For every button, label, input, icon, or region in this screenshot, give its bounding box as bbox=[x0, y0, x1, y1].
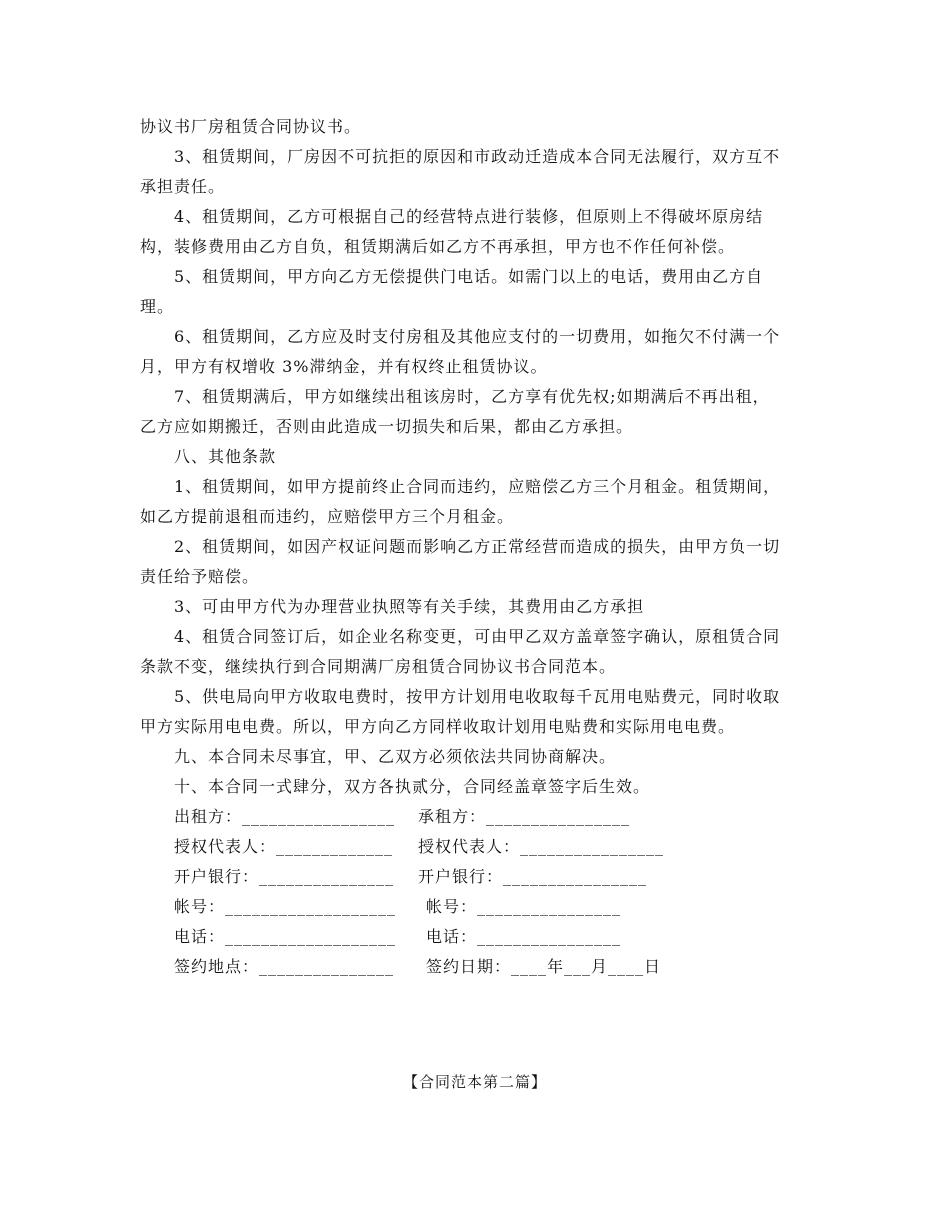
section-footer-title: 【合同范本第二篇】 bbox=[402, 1073, 547, 1091]
paragraph-line: 3、可由甲方代为办理营业执照等有关手续，其费用由乙方承担 bbox=[174, 597, 645, 616]
paragraph-line: 乙方应如期搬迁，否则由此造成一切损失和后果，都由乙方承担。 bbox=[140, 417, 634, 436]
paragraph-line: 3、租赁期间，厂房因不可抗拒的原因和市政动迁造成本合同无法履行，双方互不 bbox=[174, 147, 781, 166]
paragraph-line: 4、租赁合同签订后，如企业名称变更，可由甲乙双方盖章签字确认，原租赁合同 bbox=[174, 627, 781, 646]
signature-row bbox=[140, 802, 816, 832]
paragraph-line: 1、租赁期间，如甲方提前终止合同而违约，应赔偿乙方三个月租金。租赁期间， bbox=[174, 477, 781, 496]
signature-field-lessee: 开户银行：________________ bbox=[418, 867, 648, 886]
signature-row bbox=[140, 862, 816, 892]
contract-paragraphs bbox=[140, 112, 816, 802]
paragraph-line: 十、本合同一式肆分，双方各执贰分，合同经盖章签字后生效。 bbox=[174, 777, 651, 796]
signature-field-lessee: 帐号：________________ bbox=[426, 897, 622, 916]
signature-field-lessor: 签约地点：_______________ bbox=[174, 957, 395, 976]
paragraph-line: 责任给予赔偿。 bbox=[140, 567, 260, 586]
document-body bbox=[140, 112, 816, 982]
signature-field-lessor: 授权代表人：_____________ bbox=[174, 837, 394, 856]
signature-row bbox=[140, 922, 816, 952]
paragraph-line: 协议书厂房租赁合同协议书。 bbox=[140, 117, 362, 136]
paragraph-line: 5、租赁期间，甲方向乙方无偿提供门电话。如需门以上的电话，费用由乙方自 bbox=[174, 267, 764, 286]
paragraph-line: 九、本合同未尽事宜，甲、乙双方必须依法共同协商解决。 bbox=[174, 747, 617, 766]
signature-field-lessor: 开户银行：_______________ bbox=[174, 867, 395, 886]
paragraph-line: 甲方实际用电电费。所以，甲方向乙方同样收取计划用电贴费和实际用电电费。 bbox=[140, 717, 736, 736]
paragraph-line: 6、租赁期间，乙方应及时支付房租及其他应支付的一切费用，如拖欠不付满一个 bbox=[174, 327, 781, 346]
signature-field-lessee: 电话：________________ bbox=[426, 927, 622, 946]
paragraph-line: 7、租赁期满后，甲方如继续出租该房时，乙方享有优先权;如期满后不再出租， bbox=[174, 387, 770, 406]
signature-field-lessor: 帐号：___________________ bbox=[174, 897, 397, 916]
paragraph-line: 2、租赁期间，如因产权证问题而影响乙方正常经营而造成的损失，由甲方负一切 bbox=[174, 537, 781, 556]
paragraph-line: 承担责任。 bbox=[140, 177, 226, 196]
signature-field-lessee: 授权代表人：________________ bbox=[418, 837, 665, 856]
signature-field-lessee: 承租方：________________ bbox=[418, 807, 631, 826]
paragraph-line: 4、租赁期间，乙方可根据自己的经营特点进行装修，但原则上不得破坏原房结 bbox=[174, 207, 764, 226]
paragraph-line: 理。 bbox=[140, 297, 175, 316]
signature-field-lessor: 电话：___________________ bbox=[174, 927, 397, 946]
paragraph-line: 如乙方提前退租而违约，应赔偿甲方三个月租金。 bbox=[140, 507, 515, 526]
paragraph-line: 八、其他条款 bbox=[174, 447, 277, 466]
paragraph-line: 5、供电局向甲方收取电费时，按甲方计划用电收取每千瓦用电贴费元，同时收取 bbox=[174, 687, 781, 706]
signature-row bbox=[140, 952, 816, 982]
signature-row bbox=[140, 892, 816, 922]
paragraph-line: 月，甲方有权增收 3%滞纳金，并有权终止租赁协议。 bbox=[140, 357, 548, 376]
signature-field-lessor: 出租方：_________________ bbox=[174, 807, 396, 826]
paragraph-line: 条款不变，继续执行到合同期满厂房租赁合同协议书合同范本。 bbox=[140, 657, 617, 676]
signature-row bbox=[140, 832, 816, 862]
paragraph-line: 构，装修费用由乙方自负，租赁期满后如乙方不再承担，甲方也不作任何补偿。 bbox=[140, 237, 736, 256]
signature-field-lessee: 签约日期：____年___月____日 bbox=[426, 957, 662, 976]
signature-block bbox=[140, 802, 816, 982]
